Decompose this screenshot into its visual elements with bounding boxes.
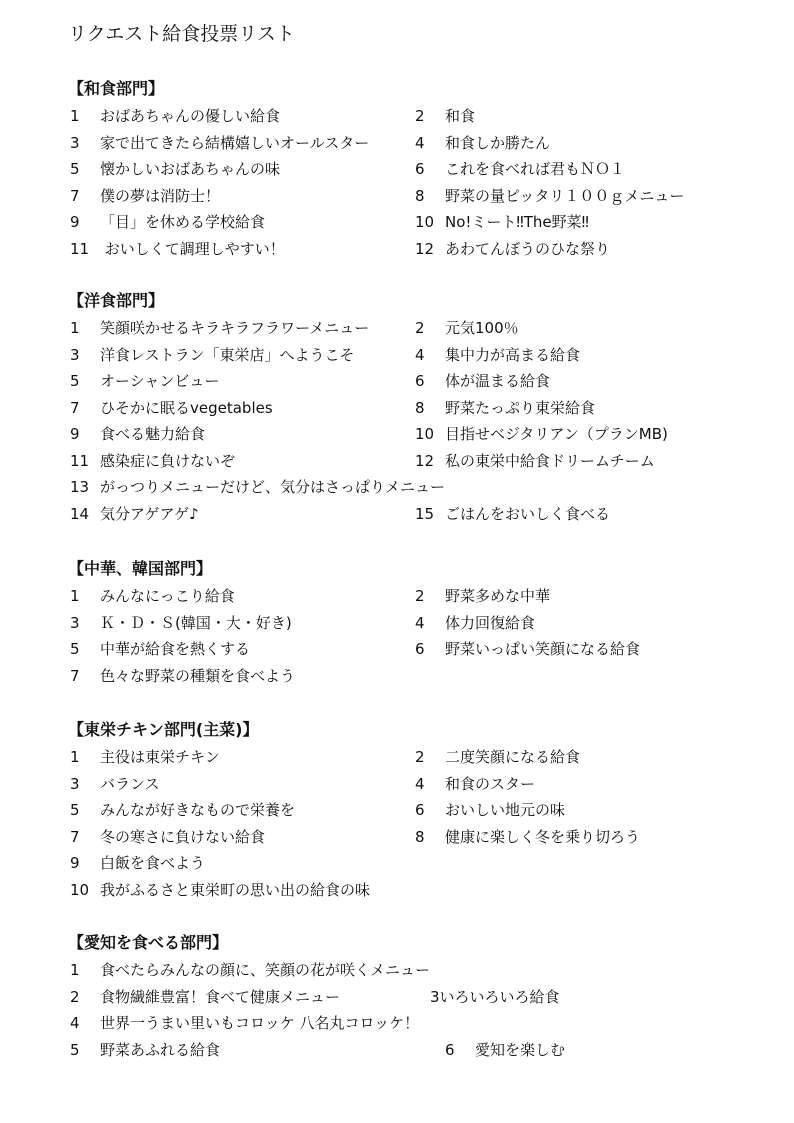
item-text: 和食 [445,107,476,125]
item-text: 白飯を食べよう [100,854,206,872]
item-text: 野菜あふれる給食 [100,1040,221,1059]
page-title: リクエスト給食投票リスト [68,23,295,45]
list-row [0,799,794,825]
item-text: オーシャンビュー [100,372,220,390]
list-item [70,879,370,901]
item-number: 5 [70,160,80,178]
section-heading: 【中華、韓国部門】 [68,559,213,578]
item-text: おいしい地元の味 [445,801,566,819]
item-number: 11 [70,239,90,258]
item-text: 健康に楽しく冬を乗り切ろう [445,827,641,846]
list-item [415,826,640,848]
list-item [70,959,430,981]
item-number: 11 [70,451,90,470]
list-row [0,370,794,396]
item-number: 4 [415,774,425,793]
list-row [0,612,794,638]
item-text: 主役は東栄チキン [100,748,220,766]
item-text: 体が温まる給食 [445,372,551,390]
item-number: 10 [70,880,90,899]
list-row [0,826,794,852]
list-item [415,317,519,339]
item-text: みんなが好きなもので栄養を [100,801,296,819]
item-number: 5 [70,801,80,819]
item-number: 1 [70,961,80,979]
list-item [415,238,610,260]
item-number: 7 [70,827,80,846]
item-text: バランス [100,774,160,793]
item-text: No!ミート‼The野菜‼ [445,213,589,231]
item-number: 15 [415,504,435,523]
list-row [0,879,794,905]
item-text: あわてんぼうのひな祭り [445,239,611,258]
item-number: 1 [70,748,80,766]
list-item [415,450,655,472]
item-number: 3 [70,345,80,364]
item-text: ひそかに眠るvegetables [100,398,273,417]
list-row [0,638,794,664]
item-number: 13 [70,478,90,496]
item-text: 体力回復給食 [445,613,536,632]
item-number: 5 [70,640,80,658]
list-item [70,476,445,498]
item-number: 5 [70,372,80,390]
item-text: 洋食レストラン「東栄店」へようこそ [100,345,355,364]
item-number: 1 [70,587,80,605]
item-text: 3いろいろいろ給食 [430,987,560,1006]
section-heading: 【愛知を食べる部門】 [68,933,229,952]
list-item [70,317,369,339]
item-text: これを食べれば君もＮＯ１ [445,160,626,178]
list-item [70,105,280,127]
item-number: 2 [415,107,425,125]
list-row [0,746,794,772]
list-item [70,503,199,525]
list-row [0,450,794,476]
item-text: みんなにっこり給食 [100,587,235,605]
item-number: 7 [70,186,80,205]
item-number: 2 [415,748,425,766]
list-item [70,612,292,634]
item-number: 3 [70,613,80,632]
item-number: 9 [70,425,80,443]
list-item [415,746,580,768]
item-text: 食べる魅力給食 [100,425,206,443]
item-number: 3 [70,774,80,793]
item-text: 色々な野菜の種類を食べよう [100,666,296,685]
item-number: 6 [415,160,425,178]
list-item [70,585,235,607]
list-row [0,185,794,211]
item-number: 6 [445,1040,455,1059]
list-item [70,1039,220,1061]
item-text: 懐かしいおばあちゃんの味 [100,160,281,178]
list-item [415,503,610,525]
item-text: 和食しか勝たん [445,133,551,152]
list-item [70,423,205,445]
item-text: 家で出てきたら結構嬉しいオールスター [100,133,370,152]
list-item [70,799,295,821]
item-text: 和食のスター [445,774,536,793]
list-item [415,612,535,634]
item-text: 冬の寒さに負けない給食 [100,827,266,846]
item-number: 8 [415,186,425,205]
item-text: 感染症に負けないぞ [100,451,236,470]
item-number: 3 [70,133,80,152]
item-number: 10 [415,213,435,231]
list-item [415,423,668,445]
list-row [0,503,794,529]
list-row [0,476,794,502]
item-number: 2 [415,319,425,337]
item-text: 二度笑顔になる給食 [445,748,581,766]
list-row [0,344,794,370]
item-text: 笑顔咲かせるキラキラフラワーメニュー [100,319,370,337]
list-row [0,665,794,691]
item-number: 12 [415,451,435,470]
list-item [415,799,565,821]
list-item [70,238,285,260]
list-item [430,986,560,1008]
item-number: 7 [70,666,80,685]
list-item [70,746,220,768]
item-text: 世界一うまい里いもコロッケ 八名丸コロッケ！ [100,1014,420,1032]
list-item [415,105,475,127]
list-item [70,397,273,419]
item-text: 野菜いっぱい笑顔になる給食 [445,640,641,658]
list-item [415,585,550,607]
item-number: 10 [415,425,435,443]
list-item [70,344,355,366]
list-item [70,211,265,233]
item-text: 「目」を休める学校給食 [100,213,266,231]
list-row [0,1039,794,1065]
list-row [0,158,794,184]
list-item [415,370,550,392]
item-number: 4 [415,133,425,152]
item-number: 2 [415,587,425,605]
item-text: 我がふるさと東栄町の思い出の給食の味 [100,880,371,899]
section-heading: 【東栄チキン部門(主菜)】 [68,720,259,739]
item-number: 9 [70,854,80,872]
list-row [0,1012,794,1038]
item-text: 食物繊維豊富！食べて健康メニュー [100,987,341,1006]
list-row [0,423,794,449]
item-text: 野菜たっぷり東栄給食 [445,398,596,417]
list-item [415,638,640,660]
item-text: おばあちゃんの優しい給食 [100,107,281,125]
list-item [70,773,160,795]
list-item [70,132,369,154]
list-item [70,826,265,848]
list-row [0,397,794,423]
item-number: 8 [415,827,425,846]
list-row [0,959,794,985]
item-number: 14 [70,504,90,523]
item-text: おいしくて調理しやすい！ [100,239,285,258]
item-text: 野菜の量ピッタリ１００ｇメニュー [445,186,685,205]
list-item [415,211,589,233]
item-text: 元気100％ [445,319,519,337]
list-row [0,986,794,1012]
list-item [70,638,250,660]
item-text: がっつりメニューだけど、気分はさっぱりメニュー [100,478,446,496]
list-row [0,211,794,237]
item-text: Ｋ・Ｄ・Ｓ(韓国・大・好き) [100,613,292,632]
item-number: 4 [70,1014,80,1032]
item-number: 7 [70,398,80,417]
item-text: 集中力が高まる給食 [445,345,581,364]
item-text: 僕の夢は消防士！ [100,186,221,205]
item-number: 1 [70,319,80,337]
list-item [445,1039,565,1061]
list-item [70,986,340,1008]
list-item [70,665,295,687]
item-number: 6 [415,372,425,390]
list-item [70,370,219,392]
section-heading: 【和食部門】 [68,79,165,98]
item-number: 12 [415,239,435,258]
list-row [0,238,794,264]
list-row [0,105,794,131]
item-number: 4 [415,613,425,632]
list-row [0,317,794,343]
item-text: ごはんをおいしく食べる [445,504,611,523]
list-row [0,852,794,878]
list-item [70,450,235,472]
item-text: 中華が給食を熱くする [100,640,251,658]
item-text: 愛知を楽しむ [475,1040,566,1059]
item-text: 野菜多めな中華 [445,587,551,605]
item-number: 4 [415,345,425,364]
item-text: 気分アゲアゲ♪ [100,504,199,523]
item-text: 私の東栄中給食ドリームチーム [445,451,655,470]
list-row [0,585,794,611]
item-text: 食べたらみんなの顔に、笑顔の花が咲くメニュー [100,961,431,979]
list-item [70,185,220,207]
item-number: 2 [70,987,80,1006]
item-number: 6 [415,640,425,658]
item-number: 8 [415,398,425,417]
list-item [70,1012,419,1034]
list-item [415,185,684,207]
list-item [415,397,595,419]
item-text: 目指せベジタリアン（プランMB) [445,425,668,443]
list-row [0,132,794,158]
list-item [415,773,535,795]
list-row [0,773,794,799]
list-item [415,344,580,366]
list-item [415,132,550,154]
item-number: 9 [70,213,80,231]
item-number: 1 [70,107,80,125]
section-heading: 【洋食部門】 [68,291,165,310]
item-number: 5 [70,1040,80,1059]
list-item [70,852,205,874]
list-item [70,158,280,180]
list-item [415,158,625,180]
item-number: 6 [415,801,425,819]
